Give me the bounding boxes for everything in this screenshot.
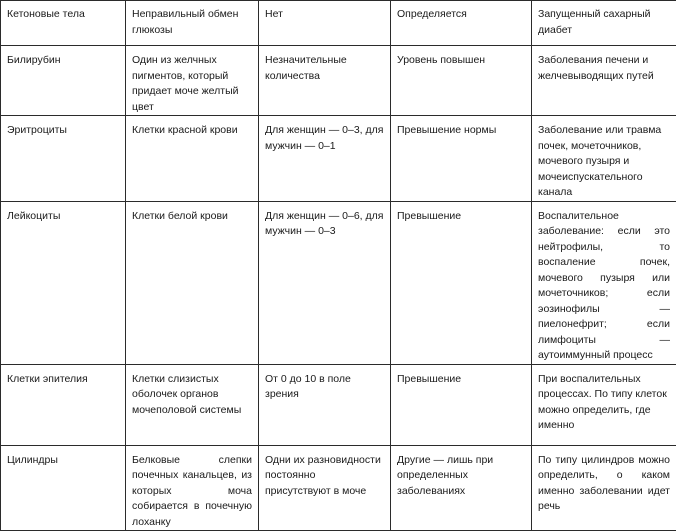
table-cell-description: Клетки красной крови bbox=[126, 116, 259, 202]
table-row bbox=[1, 1, 676, 46]
table-cell-deviation: Превышение нормы bbox=[391, 116, 532, 202]
table-cell-condition: По типу цилиндров можно определить, о каком именно заболевании идет речь bbox=[532, 445, 676, 531]
table-cell-description: Неправильный обмен глюкозы bbox=[126, 1, 259, 46]
table-cell-description: Клетки слизистых оболочек органов мочеполовой системы bbox=[126, 364, 259, 445]
table-cell-norm: Одни их разновидности постоянно присутствуют в моче bbox=[259, 445, 391, 531]
table-cell-indicator: Клетки эпителия bbox=[1, 364, 126, 445]
table-cell-deviation: Определяется bbox=[391, 1, 532, 46]
table-cell-deviation: Уровень повышен bbox=[391, 46, 532, 116]
table-cell-condition: Воспалительное заболевание: если это нейтрофилы, то воспаление почек, мочевого пузыря или мочеточников; если эозинофилы — пиелонефрит; если лимфоциты — аутоиммунный процесс bbox=[532, 201, 676, 364]
table-cell-condition: Заболевания печени и желчевыводящих путей bbox=[532, 46, 676, 116]
table-cell-indicator: Цилиндры bbox=[1, 445, 126, 531]
table-cell-indicator: Лейкоциты bbox=[1, 201, 126, 364]
table-row bbox=[1, 445, 676, 531]
table-cell-deviation: Другие — лишь при определенных заболеваниях bbox=[391, 445, 532, 531]
table-cell-condition: При воспалительных процессах. По типу клеток можно определить, где именно bbox=[532, 364, 676, 445]
table-cell-norm: Нет bbox=[259, 1, 391, 46]
table-cell-norm: Незначительные количества bbox=[259, 46, 391, 116]
table-cell-indicator: Кетоновые тела bbox=[1, 1, 126, 46]
table-cell-indicator: Эритроциты bbox=[1, 116, 126, 202]
table-cell-deviation: Превышение bbox=[391, 364, 532, 445]
table-cell-condition: Заболевание или травма почек, мочеточников, мочевого пузыря и мочеиспускательного канала bbox=[532, 116, 676, 202]
table-cell-indicator: Билирубин bbox=[1, 46, 126, 116]
table-cell-deviation: Превышение bbox=[391, 201, 532, 364]
table-cell-description: Клетки белой крови bbox=[126, 201, 259, 364]
table-cell-norm: Для женщин — 0–3, для мужчин — 0–1 bbox=[259, 116, 391, 202]
table-cell-description: Один из желчных пигментов, который придает моче желтый цвет bbox=[126, 46, 259, 116]
table-row bbox=[1, 201, 676, 364]
table-cell-norm: От 0 до 10 в поле зрения bbox=[259, 364, 391, 445]
table-cell-norm: Для женщин — 0–6, для мужчин — 0–3 bbox=[259, 201, 391, 364]
table-row bbox=[1, 364, 676, 445]
table-cell-condition: Запущенный сахарный диабет bbox=[532, 1, 676, 46]
table-row bbox=[1, 46, 676, 116]
table-row bbox=[1, 116, 676, 202]
table-cell-description: Белковые слепки почечных канальцев, из которых моча собирается в почечную лоханку bbox=[126, 445, 259, 531]
